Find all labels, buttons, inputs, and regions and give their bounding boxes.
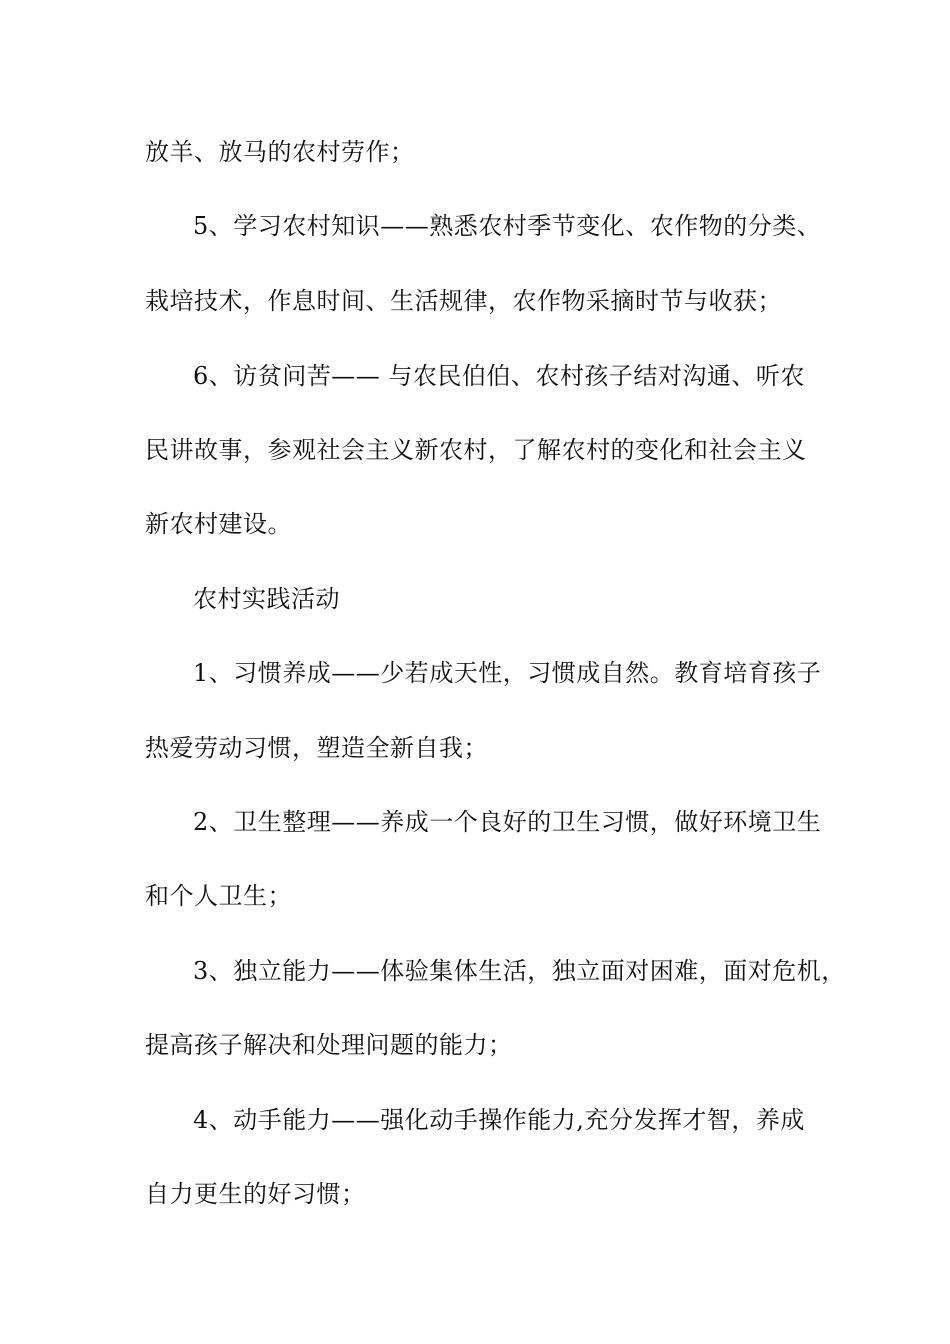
text-line-1: 放羊、放马的农村劳作； bbox=[145, 138, 415, 166]
text-line-14: 4、动手能力——强化动手操作能力,充分发挥才智，养成 bbox=[193, 1106, 805, 1134]
text-line-11: 和个人卫生； bbox=[145, 882, 292, 910]
section-heading: 农村实践活动 bbox=[193, 585, 340, 613]
text-line-2: 5、学习农村知识——熟悉农村季节变化、农作物的分类、 bbox=[193, 212, 822, 240]
text-line-6: 新农村建设。 bbox=[145, 510, 292, 538]
text-line-8: 1、习惯养成——少若成天性，习惯成自然。教育培育孩子 bbox=[193, 659, 822, 687]
text-line-13: 提高孩子解决和处理问题的能力； bbox=[145, 1031, 513, 1059]
text-line-12: 3、独立能力——体验集体生活，独立面对困难，面对危机， bbox=[193, 957, 846, 985]
text-line-4: 6、访贫问苦—— 与农民伯伯、农村孩子结对沟通、听农 bbox=[193, 362, 805, 390]
text-line-15: 自力更生的好习惯； bbox=[145, 1180, 366, 1208]
text-line-9: 热爱劳动习惯，塑造全新自我； bbox=[145, 734, 488, 762]
text-line-10: 2、卫生整理——养成一个良好的卫生习惯，做好环境卫生 bbox=[193, 808, 822, 836]
text-line-5: 民讲故事，参观社会主义新农村，了解农村的变化和社会主义 bbox=[145, 436, 807, 464]
text-line-3: 栽培技术，作息时间、生活规律，农作物采摘时节与收获； bbox=[145, 287, 782, 315]
